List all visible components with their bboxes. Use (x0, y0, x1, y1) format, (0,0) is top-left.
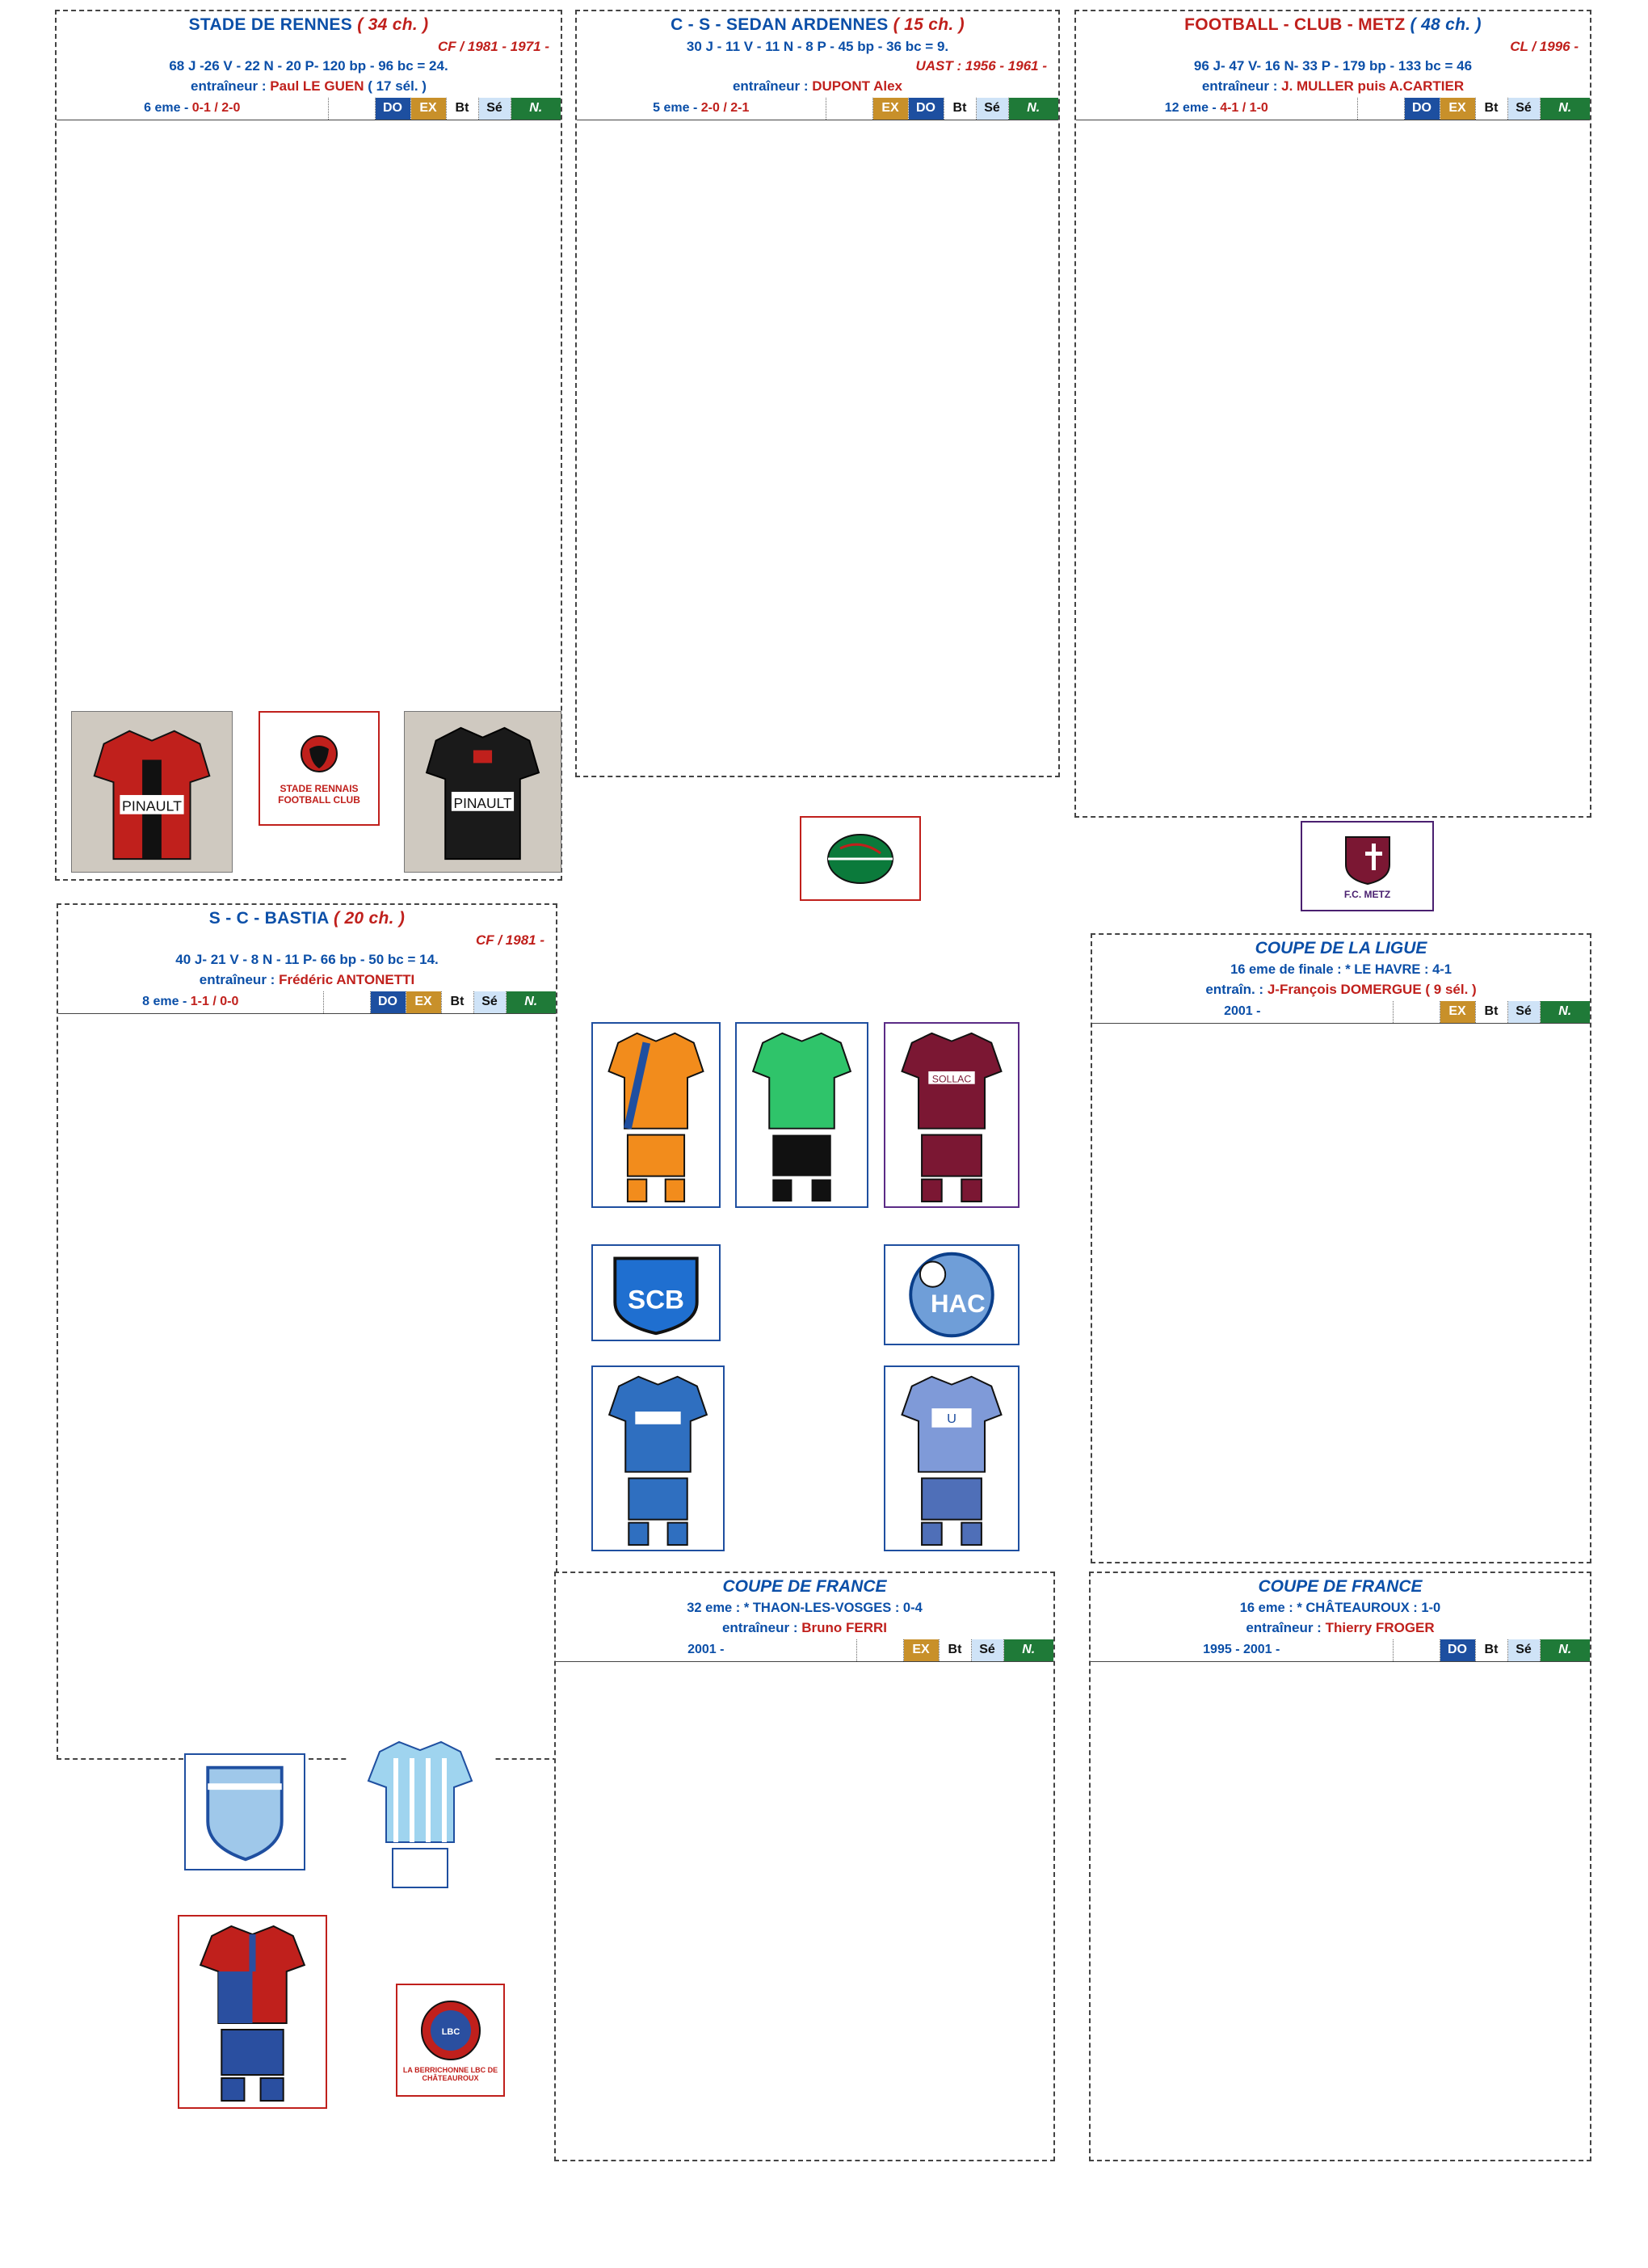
coach-extra: ( 17 sél. ) (368, 78, 427, 94)
col-bt: Bt (1475, 98, 1507, 120)
year-cell: 1995 - 2001 - (1091, 1639, 1393, 1661)
coupe-ligue-line1: 16 eme de finale : * LE HAVRE : 4-1 (1230, 962, 1452, 977)
rennes-line1: CF / 1981 - 1971 - (438, 39, 549, 54)
rennes-home-jersey-icon (72, 712, 232, 872)
bastia-crest-icon-2 (186, 1755, 304, 1869)
coach-name: Frédéric ANTONETTI (279, 972, 415, 987)
metz-roster (1076, 98, 1590, 120)
bastia-crest-box (591, 1244, 721, 1341)
kit-bastia-home (347, 1729, 493, 1899)
flag-col (323, 991, 370, 1013)
flag-col (1357, 98, 1404, 120)
sedan-coach-line (577, 76, 1058, 98)
col-ex: EX (872, 98, 908, 120)
col-se: Sé (976, 98, 1008, 120)
panel-sedan (575, 10, 1060, 777)
chateauroux-crest (396, 1984, 505, 2097)
metz-crest (1301, 821, 1434, 911)
rank-cell: 6 eme - 0-1 / 2-0 (57, 98, 328, 120)
col-do: DO (1440, 1639, 1475, 1661)
cf16-title: COUPE DE FRANCE (1258, 1577, 1423, 1596)
table-header-row (1091, 1639, 1590, 1661)
col-se: Sé (1507, 98, 1540, 120)
col-n: N. (1540, 98, 1590, 120)
chateauroux-crest-icon (418, 1998, 483, 2063)
panel-sedan-header (577, 11, 1058, 37)
kit-orange (591, 1022, 721, 1208)
coach-name: J. MULLER puis A.CARTIER (1281, 78, 1465, 94)
havre-crest-icon (885, 1246, 1018, 1344)
col-se: Sé (478, 98, 511, 120)
bastia-kit-icon (593, 1367, 723, 1550)
col-ex: EX (410, 98, 446, 120)
coach-name: J-François DOMERGUE ( 9 sél. ) (1267, 982, 1477, 997)
col-bt: Bt (1475, 1639, 1507, 1661)
championships: ( 15 ch. ) (893, 15, 965, 34)
panel-coupe-france-32 (554, 1572, 1055, 2161)
col-n: N. (1003, 1639, 1053, 1661)
bastia-crest-icon (593, 1246, 719, 1340)
col-se: Sé (473, 991, 506, 1013)
kit-chateauroux (178, 1915, 327, 2109)
club-name: FOOTBALL - CLUB - METZ (1184, 15, 1406, 34)
panel-coupe-france-16 (1089, 1572, 1591, 2161)
flag-col (328, 98, 375, 120)
svg-text:HAC: HAC (930, 1289, 986, 1318)
coupe-ligue-roster (1092, 1001, 1590, 1024)
coach-label: entraîneur : (732, 78, 809, 94)
svg-text:SOLLAC: SOLLAC (931, 1073, 972, 1085)
metz-line2: 96 J- 47 V- 16 N- 33 P - 179 bp - 133 bc = 46 (1193, 58, 1473, 74)
col-bt: Bt (441, 991, 473, 1013)
cf32-roster (556, 1639, 1053, 1662)
rennes-crest-text: STADE RENNAIS FOOTBALL CLUB (278, 783, 360, 806)
coach-label: entraîneur : (1246, 1620, 1322, 1635)
col-do: DO (375, 98, 410, 120)
club-name: C - S - SEDAN ARDENNES (671, 15, 889, 34)
flag-col (1393, 1001, 1440, 1023)
metz-kit-icon (885, 1024, 1018, 1206)
havre-crest-box (884, 1244, 1019, 1345)
orange-kit-icon (593, 1024, 719, 1206)
coach-name: Paul LE GUEN (270, 78, 364, 94)
metz-crest-text: F.C. METZ (1343, 888, 1391, 900)
bastia-line2: 40 J- 21 V - 8 N - 11 P- 66 bp - 50 bc = 14. (175, 952, 439, 967)
flag-col (856, 1639, 903, 1661)
bastia-crest-box-2 (184, 1753, 305, 1870)
col-bt: Bt (939, 1639, 971, 1661)
coach-label: entraîneur : (721, 1620, 798, 1635)
cf32-coach-line (556, 1618, 1053, 1639)
coach-label: entraîn. : (1205, 982, 1264, 997)
championships: ( 34 ch. ) (357, 15, 429, 34)
rank-cell: 5 eme - 2-0 / 2-1 (577, 98, 826, 120)
panel-bastia (57, 903, 557, 1760)
bastia-home-kit-icon (347, 1729, 493, 1899)
coach-name: Thierry FROGER (1325, 1620, 1435, 1635)
sedan-line1: 30 J - 11 V - 11 N - 8 P - 45 bp - 36 bc = 9. (686, 39, 949, 54)
sedan-crest (800, 816, 921, 901)
club-name: S - C - BASTIA (208, 909, 329, 928)
year-cell: 2001 - (1092, 1001, 1393, 1023)
metz-line1: CL / 1996 - (1510, 39, 1579, 54)
sedan-roster (577, 98, 1058, 120)
col-bt: Bt (1475, 1001, 1507, 1023)
coach-label: entraîneur : (191, 78, 267, 94)
svg-text:PINAULT: PINAULT (122, 797, 182, 814)
svg-text:SCB: SCB (628, 1284, 684, 1315)
panel-metz-header (1076, 11, 1590, 37)
bastia-line1: CF / 1981 - (475, 932, 544, 948)
table-header-row (556, 1639, 1053, 1661)
col-bt: Bt (446, 98, 478, 120)
svg-text:LBC: LBC (441, 2026, 460, 2037)
col-n: N. (506, 991, 556, 1013)
svg-text:PINAULT: PINAULT (453, 794, 512, 811)
col-se: Sé (971, 1639, 1003, 1661)
coach-label: entraîneur : (199, 972, 275, 987)
sedan-kit-icon (737, 1024, 867, 1206)
panel-metz (1074, 10, 1591, 818)
kit-metz (884, 1022, 1019, 1208)
kit-lehavre (884, 1365, 1019, 1551)
col-n: N. (1540, 1001, 1590, 1023)
kit-sedan (735, 1022, 868, 1208)
rennes-coach-line (57, 76, 561, 98)
kit-bastia-away (591, 1365, 725, 1551)
panel-rennes-header (57, 11, 561, 37)
panel-bastia-header (58, 905, 556, 931)
table-header-row (58, 991, 556, 1013)
table-header-row (57, 98, 561, 120)
col-n: N. (511, 98, 561, 120)
table-header-row (1092, 1001, 1590, 1023)
col-do: DO (1404, 98, 1440, 120)
metz-coach-line (1076, 76, 1590, 98)
col-do: DO (908, 98, 944, 120)
rennes-away-jersey-icon (405, 712, 561, 872)
sedan-line2: UAST : 1956 - 1961 - (915, 58, 1047, 74)
col-bt: Bt (944, 98, 976, 120)
col-n: N. (1540, 1639, 1590, 1661)
coupe-ligue-title: COUPE DE LA LIGUE (1255, 939, 1427, 957)
year-cell: 2001 - (556, 1639, 856, 1661)
rank-cell: 8 eme - 1-1 / 0-0 (58, 991, 323, 1013)
chateauroux-crest-text: LA BERRICHONNE LBC DE CHÂTEAUROUX (402, 2065, 498, 2082)
coupe-ligue-coach-line (1092, 979, 1590, 1001)
cf32-title: COUPE DE FRANCE (722, 1577, 887, 1596)
flag-col (1393, 1639, 1440, 1661)
col-se: Sé (1507, 1639, 1540, 1661)
championships: ( 20 ch. ) (334, 909, 406, 928)
table-header-row (577, 98, 1058, 120)
panel-coupe-ligue (1091, 933, 1591, 1563)
rennes-crest-icon (295, 731, 343, 780)
rennes-home-shirt-photo (71, 711, 233, 873)
col-ex: EX (406, 991, 441, 1013)
col-n: N. (1008, 98, 1058, 120)
championships: ( 48 ch. ) (1410, 15, 1482, 34)
rank-cell: 12 eme - 4-1 / 1-0 (1076, 98, 1357, 120)
coach-name: DUPONT Alex (812, 78, 903, 94)
chateauroux-kit-icon (179, 1917, 326, 2107)
flag-col (826, 98, 872, 120)
lehavre-kit-icon (885, 1367, 1018, 1550)
metz-crest-icon (1339, 832, 1396, 886)
col-se: Sé (1507, 1001, 1540, 1023)
club-name: STADE DE RENNES (188, 15, 353, 34)
rennes-away-shirt-photo (404, 711, 561, 873)
col-ex: EX (1440, 1001, 1475, 1023)
cf32-line1: 32 eme : * THAON-LES-VOSGES : 0-4 (687, 1601, 923, 1615)
coach-name: Bruno FERRI (801, 1620, 888, 1635)
table-header-row (1076, 98, 1590, 120)
rennes-roster (57, 98, 561, 120)
col-ex: EX (903, 1639, 939, 1661)
cf16-coach-line (1091, 1618, 1590, 1639)
bastia-coach-line (58, 970, 556, 991)
rennes-crest (259, 711, 380, 826)
col-do: DO (370, 991, 406, 1013)
rennes-line2: 68 J -26 V - 22 N - 20 P- 120 bp - 96 bc = 24. (169, 58, 448, 74)
bastia-roster (58, 991, 556, 1014)
svg-text:U: U (947, 1412, 956, 1426)
sedan-crest-icon (824, 831, 897, 887)
coach-label: entraîneur : (1201, 78, 1278, 94)
cf16-roster (1091, 1639, 1590, 1662)
col-ex: EX (1440, 98, 1475, 120)
cf16-line1: 16 eme : * CHÂTEAUROUX : 1-0 (1239, 1601, 1441, 1615)
